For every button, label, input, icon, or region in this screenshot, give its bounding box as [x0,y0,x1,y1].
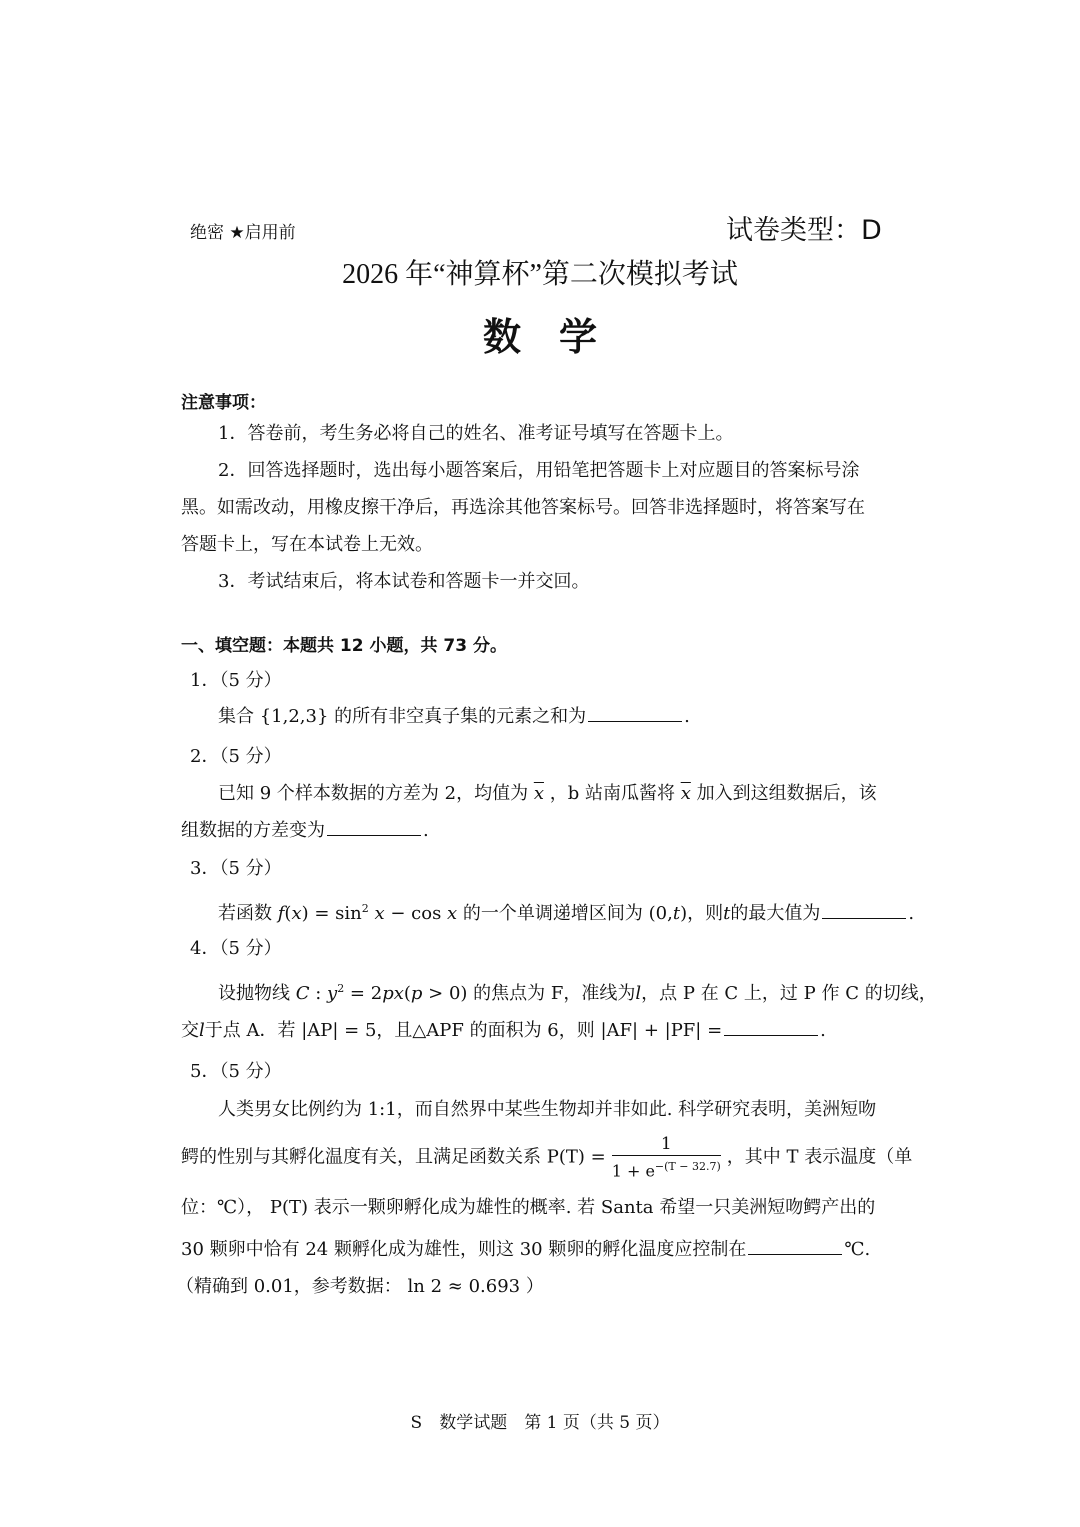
q3-answer-blank[interactable] [822,900,906,919]
q1-answer-blank[interactable] [588,703,682,722]
q2-period: . [423,820,429,841]
q3-stem-d: 的最大值为 [730,903,821,924]
q4-line-2 [181,1012,826,1050]
q5-label: 5．（5 分） [190,1061,282,1082]
q5-stem-b: ，其中 T 表示温度（单 [726,1146,913,1168]
q5-fraction-numerator: 1 [612,1133,721,1156]
exam-title: 2026 年“神算杯”第二次模拟考试 [342,259,738,290]
q4-line-1 [218,970,937,1013]
q4-stem-e: 于点 A．若 |AP| = 5，且△APF 的面积为 6，则 |AF| + |PF| = [204,1020,723,1041]
section-heading: 一、填空题：本题共 12 小题，共 73 分。 [181,636,507,656]
notice-heading: 注意事项： [181,393,266,413]
q4-formula: C : $y^2 = 2px(p > 0)$ [295,982,468,1004]
q3-var-t-2: t [723,903,731,924]
q2-stem-d: 组数据的方差变为 [181,820,325,841]
q2-answer-blank[interactable] [327,817,421,836]
q5-line-1: 人类男女比例约为 1:1，而自然界中某些生物却并非如此. 科学研究表明，美洲短吻 [218,1099,877,1120]
q5-answer-blank[interactable] [748,1236,842,1255]
q4-var-l: l [635,983,642,1004]
q5-stem-a: 鳄的性别与其孵化温度有关，且满足函数关系 P(T) = [181,1146,606,1168]
q5-unit: ℃. [844,1239,871,1260]
notice-item-3: 3．考试结束后，将本试卷和答题卡一并交回。 [218,571,590,592]
q4-stem-d: 交 [181,1020,199,1041]
q5-line-4 [181,1231,870,1269]
subject-title: 数 学 [482,315,597,359]
q1-period: . [684,706,690,727]
q5-stem-c: 30 颗卵中恰有 24 颗孵化成为雄性，则这 30 颗卵的孵化温度应控制在 [181,1239,747,1260]
q2-stem-c: 加入到这组数据后，该 [696,783,877,804]
q2-stem-b: ，b 站南瓜酱将 [549,783,675,804]
q3-formula: $f(x) = \sin^2 x - \cos x$ [277,902,458,924]
q3-stem-b: 的一个单调递增区间为 (0, [462,903,673,924]
q3-label: 3．（5 分） [190,858,282,879]
q2-line-2 [181,812,429,850]
q5-line-2 [181,1133,912,1182]
q1-text [218,698,690,736]
notice-item-2-line-1: 2．回答选择题时，选出每小题答案后，用铅笔把答题卡上对应题目的答案标号涂 [218,460,860,481]
q3-text [218,890,914,933]
q1-stem: 集合 {1,2,3} 的所有非空真子集的元素之和为 [218,706,587,727]
q2-stem-a: 已知 9 个样本数据的方差为 2，均值为 [218,783,529,804]
q5-line-5: （精确到 0.01，参考数据： ln 2 ≈ 0.693 ） [176,1276,544,1297]
secret-mark: 绝密 ★启用前 [190,223,296,243]
q5-den-exponent: −(T − 32.7) [654,1160,721,1173]
q5-line-3: 位：℃）， P(T) 表示一颗卵孵化成为雄性的概率. 若 Santa 希望一只美洲短吻鳄产出的 [181,1197,876,1218]
q2-xbar-symbol: $\overline{x}$ [533,783,544,804]
q1-label: 1．（5 分） [190,670,282,691]
q3-stem-a: 若函数 [218,903,272,924]
paper-type: 试卷类型：D [726,215,882,246]
notice-item-1: 1．答卷前，考生务必将自己的姓名、准考证号填写在答题卡上。 [218,423,734,444]
q4-stem-a: 设抛物线 [218,983,290,1004]
q5-den-base: 1 + e [611,1161,655,1181]
q2-label: 2．（5 分） [190,746,282,767]
notice-item-2-line-3: 答题卡上，写在本试卷上无效。 [181,534,433,555]
q5-fraction-denominator [612,1156,721,1182]
q5-fraction [612,1133,721,1182]
q3-var-t: t [672,903,681,924]
q2-xbar-symbol-2: $\overline{x}$ [680,783,691,804]
q4-stem-c: ，点 P 在 C 上，过 P 作 C 的切线， [641,983,937,1004]
q3-stem-c: )，则 [680,903,724,924]
q2-line-1 [218,775,877,813]
q3-period: . [908,903,915,924]
page-footer: S 数学试题 第 1 页（共 5 页） [410,1413,670,1433]
q4-var-l-2: l [199,1020,205,1041]
q4-stem-b: 的焦点为 F，准线为 [473,983,636,1004]
q4-answer-blank[interactable] [724,1017,818,1036]
q4-label: 4．（5 分） [190,938,282,959]
notice-item-2-line-2: 黑。如需改动，用橡皮擦干净后，再选涂其他答案标号。回答非选择题时，将答案写在 [181,497,865,518]
q4-period: . [820,1020,826,1041]
